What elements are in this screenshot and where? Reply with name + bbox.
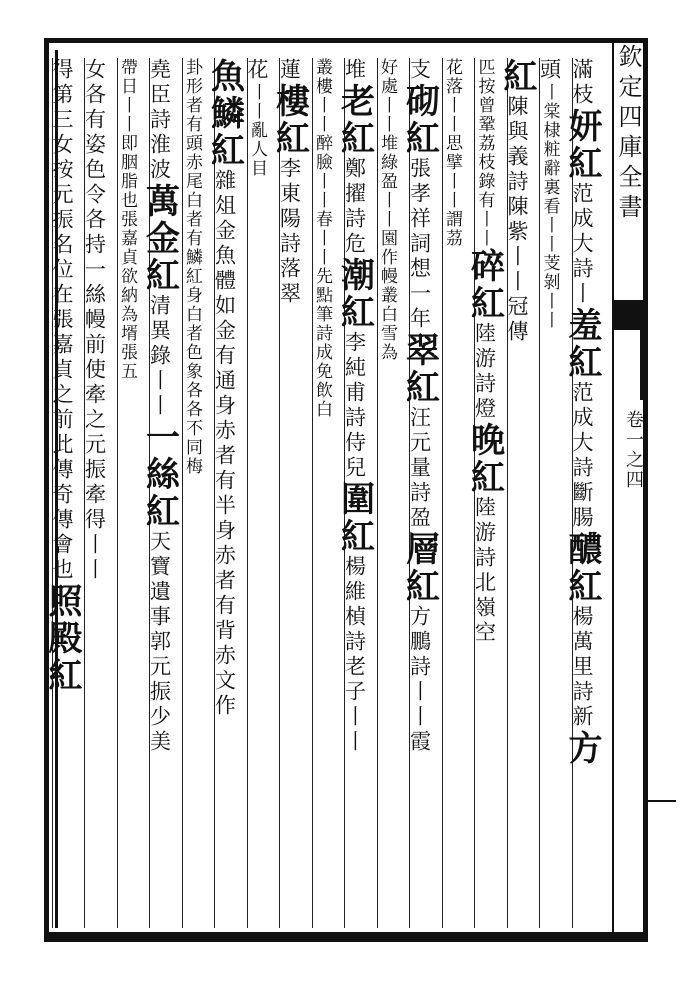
entry-heading: 砌紅 bbox=[399, 83, 440, 157]
entry-text: 鄭擢詩危 bbox=[342, 157, 367, 257]
text-column bbox=[204, 58, 248, 928]
text-column bbox=[464, 58, 508, 928]
entry-text: 丨丨亂人目 bbox=[247, 83, 267, 178]
text-column bbox=[442, 58, 476, 928]
entry-text: 思擘丨丨 bbox=[442, 134, 462, 210]
entry-text: 作幔叢白雪為 bbox=[377, 248, 397, 362]
bottom-border bbox=[44, 932, 648, 942]
entry-text: 叢樓丨丨 bbox=[312, 58, 332, 134]
entry-heading: 樓紅 bbox=[269, 83, 310, 157]
entry-text: 張嘉貞欲納為壻張五 bbox=[117, 210, 137, 381]
entry-text: 雜俎金魚體如金有通身赤者有半身赤者有背赤文作 bbox=[212, 169, 237, 719]
entry-heading: 老紅 bbox=[334, 83, 375, 157]
entry-text: 陳與義詩陳紫丨丨冠傳 bbox=[505, 95, 529, 345]
text-column bbox=[312, 58, 346, 928]
entry-text: 范成大詩 bbox=[570, 182, 594, 282]
entry-text: 天寶遺事郭元振少美 bbox=[147, 530, 172, 755]
entry-text: 匹按曾鞏荔枝錄有丨丨 bbox=[474, 58, 495, 248]
text-column bbox=[334, 58, 378, 928]
entry-text: 卦形者有頭赤尾白者有鱗紅身白者色象各各不同梅 bbox=[182, 58, 202, 476]
entry-text: 即胭脂也 bbox=[117, 134, 137, 210]
entry-text: 女各有姿色令各持一絲幔前使牽之元振牽得丨丨 bbox=[82, 58, 107, 583]
entry-text: 張孝祥詞想一年 bbox=[407, 157, 432, 332]
entry-heading: 羞紅 bbox=[562, 307, 602, 381]
entry-text: 帶日丨丨 bbox=[117, 58, 137, 134]
entry-heading: 晚紅 bbox=[464, 422, 505, 496]
entry-text: 汪元量詩盈 bbox=[407, 406, 432, 531]
entry-text: 丨棠棣粧 bbox=[539, 83, 560, 159]
entry-text: 丨 bbox=[570, 282, 594, 307]
entry-heading: 萬金紅 bbox=[139, 183, 180, 294]
text-column bbox=[539, 58, 573, 928]
fish-tail-mark-edge bbox=[640, 300, 648, 400]
entry-text: 枝 bbox=[570, 83, 594, 108]
entry-text: 得第三女按元振名位在張嘉貞之前此傳奇傳會也 bbox=[50, 58, 74, 583]
entry-text: 楊維楨詩老子丨丨 bbox=[342, 555, 367, 755]
book-title: 欽定四庫全書 bbox=[614, 44, 642, 224]
entry-heading: 潮紅 bbox=[334, 257, 375, 331]
entry-heading: 一絲紅 bbox=[139, 419, 180, 530]
text-column bbox=[117, 58, 151, 928]
entry-heading: 醲紅 bbox=[562, 531, 602, 605]
entry-text: 盈丨丨園 bbox=[377, 172, 397, 248]
text-column bbox=[377, 58, 411, 928]
entry-heading: 碎紅 bbox=[464, 248, 505, 322]
folio-label: 卷一之四 bbox=[623, 410, 644, 490]
entry-text: 陸游詩燈 bbox=[472, 322, 497, 422]
entry-text: 方鵬詩丨丨霞 bbox=[407, 605, 432, 755]
entry-heading: 照殿紅 bbox=[42, 583, 82, 694]
entry-text: 堯 bbox=[147, 58, 172, 83]
entry-text: 李純甫詩侍兒 bbox=[342, 331, 367, 481]
entry-text: 好處丨丨堆綠 bbox=[377, 58, 397, 172]
entry-text: 楊萬里詩新 bbox=[570, 605, 594, 730]
entry-text: 李東陽詩落翠 bbox=[277, 157, 302, 307]
entry-text: 頭 bbox=[537, 58, 562, 83]
text-column bbox=[182, 58, 216, 928]
entry-heading: 魚鱗紅 bbox=[204, 58, 245, 169]
entry-heading: 妍紅 bbox=[562, 108, 602, 182]
text-column bbox=[562, 58, 606, 928]
entry-heading: 翠紅 bbox=[399, 332, 440, 406]
entry-text: 花落丨丨 bbox=[442, 58, 462, 134]
entry-text: 花 bbox=[245, 58, 269, 83]
entry-text: 滿 bbox=[570, 58, 594, 83]
entry-text: 醉臉丨丨春丨丨 bbox=[312, 134, 332, 267]
entry-text: 辭裏看丨丨 bbox=[539, 159, 560, 254]
entry-text: 陸游詩北嶺空 bbox=[472, 496, 497, 646]
text-column bbox=[139, 58, 183, 928]
text-column bbox=[42, 58, 86, 928]
edge-line bbox=[646, 800, 676, 802]
entry-text: 臣詩淮波 bbox=[147, 83, 172, 183]
text-column bbox=[269, 58, 313, 928]
entry-text: 芰剝丨丨 bbox=[539, 254, 560, 330]
entry-text: 謂茘 bbox=[442, 210, 462, 248]
entry-heading: 層紅 bbox=[399, 531, 440, 605]
entry-text: 支 bbox=[407, 58, 432, 83]
text-column bbox=[497, 58, 541, 928]
entry-text: 先點筆詩成免飲白 bbox=[312, 267, 332, 419]
entry-heading: 方 bbox=[562, 730, 602, 767]
text-column bbox=[84, 58, 118, 928]
entry-text: 堆 bbox=[342, 58, 367, 83]
entry-text: 范成大詩斷腸 bbox=[570, 381, 594, 531]
entry-text: 清異錄丨丨 bbox=[147, 294, 172, 419]
entry-heading: 紅 bbox=[497, 58, 537, 95]
text-column bbox=[399, 58, 443, 928]
text-column bbox=[247, 58, 281, 928]
entry-text: 蓮 bbox=[277, 58, 302, 83]
entry-heading: 圍紅 bbox=[334, 481, 375, 555]
